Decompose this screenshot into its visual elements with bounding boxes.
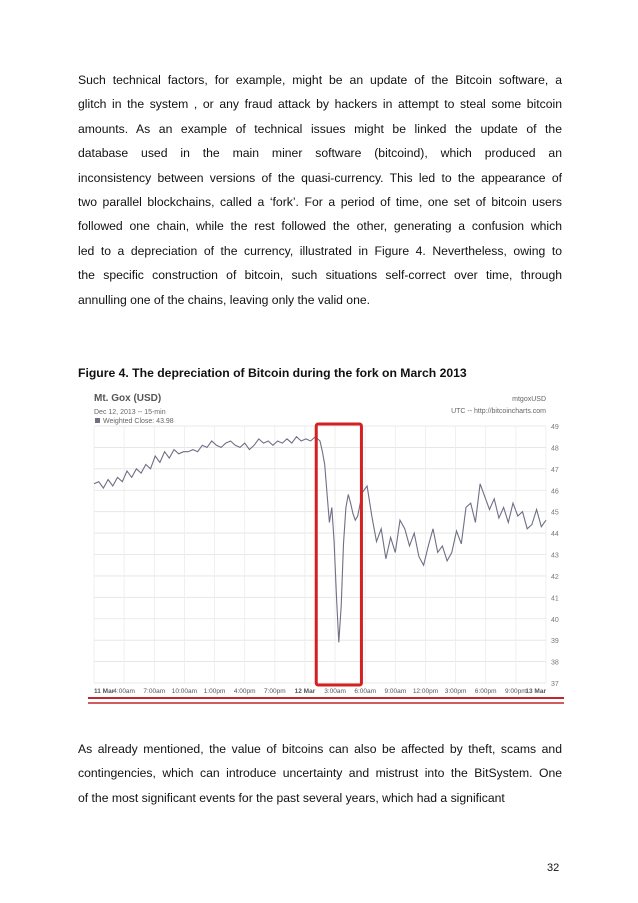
x-tick-label: 3:00am	[324, 688, 346, 695]
chart-subtitle: Dec 12, 2013 -- 15-min	[94, 409, 166, 416]
text-line: glitch in the system , or any fraud attack by hackers in attempt to steal some bitcoin	[78, 97, 562, 112]
y-tick-label: 45	[551, 509, 559, 517]
x-tick-label: 6:00am	[354, 688, 377, 695]
y-tick-label: 48	[551, 445, 559, 453]
body-paragraph-1	[78, 68, 562, 312]
figure-caption: Figure 4. The depreciation of Bitcoin during the fork on March 2013	[78, 366, 467, 380]
x-tick-label: 11 Mar	[94, 688, 115, 695]
chart-background	[88, 385, 566, 707]
x-tick-label: 4:00am	[113, 688, 135, 695]
y-tick-label: 42	[551, 573, 559, 581]
x-tick-label: 12:00pm	[412, 688, 439, 695]
y-tick-label: 49	[551, 424, 559, 431]
x-tick-label: 10:00am	[171, 688, 198, 695]
x-tick-label: 6:00pm	[474, 688, 497, 695]
y-tick-label: 47	[551, 466, 559, 474]
x-tick-label: 4:00pm	[233, 688, 256, 695]
x-tick-label: 3:00pm	[444, 688, 467, 695]
x-tick-label: 9:00am	[384, 688, 407, 695]
text-line: annulling one of the chains, leaving only the valid one.	[78, 292, 371, 307]
chart-title: Mt. Gox (USD)	[94, 393, 162, 404]
text-line: inconsistency between versions of the quasi-currency. This led to the appearance of	[78, 170, 562, 185]
x-tick-label: 7:00pm	[263, 688, 286, 695]
chart-source-label: mtgoxUSD	[512, 396, 546, 403]
text-line: Such technical factors, for example, might be an update of the Bitcoin software, a	[78, 73, 562, 87]
y-tick-label: 43	[551, 552, 559, 560]
y-tick-label: 38	[551, 659, 559, 667]
text-line: led to a depreciation of the currency, illustrated in Figure 4. Nevertheless, owing to	[78, 243, 562, 258]
y-tick-label: 37	[551, 681, 559, 688]
x-tick-label: 9:00pm	[505, 688, 527, 695]
text-line: database used in the main miner software (bitcoind), which produced an	[78, 146, 562, 161]
text-line: contingencies, which can introduce uncertainty and mistrust into the BitSystem. One	[78, 766, 562, 781]
x-tick-label: 7:00am	[143, 688, 166, 695]
text-line: of the most significant events for the past several years, which had a significant	[78, 790, 505, 805]
bitcoin-price-chart	[88, 385, 566, 707]
y-tick-label: 39	[551, 638, 559, 646]
x-tick-label: 12 Mar	[294, 688, 316, 695]
y-tick-label: 44	[551, 531, 559, 539]
body-paragraph-2	[78, 737, 562, 810]
page-number: 32	[547, 862, 560, 874]
x-tick-label: 1:00pm	[203, 688, 226, 695]
legend-swatch	[95, 418, 100, 423]
text-line: As already mentioned, the value of bitcoins can also be affected by theft, scams and	[78, 742, 562, 756]
text-line: the specific construction of bitcoin, such situations self-correct over time, through	[78, 268, 562, 283]
chart-legend: Weighted Close: 43.98	[103, 418, 174, 425]
y-tick-label: 46	[551, 488, 559, 496]
chart-credit: UTC -- http://bitcoincharts.com	[451, 408, 546, 415]
x-tick-label: 13 Mar	[525, 688, 546, 695]
text-line: amounts. As an example of technical issues might be linked the update of the	[78, 121, 562, 136]
text-line: followed one chain, while the rest followed the other, generating a confusion which	[78, 219, 562, 234]
text-line: two parallel blockchains, called a ‘fork’. For a period of time, one set of bitcoin users	[78, 194, 562, 209]
y-tick-label: 40	[551, 616, 559, 624]
y-tick-label: 41	[551, 595, 559, 603]
